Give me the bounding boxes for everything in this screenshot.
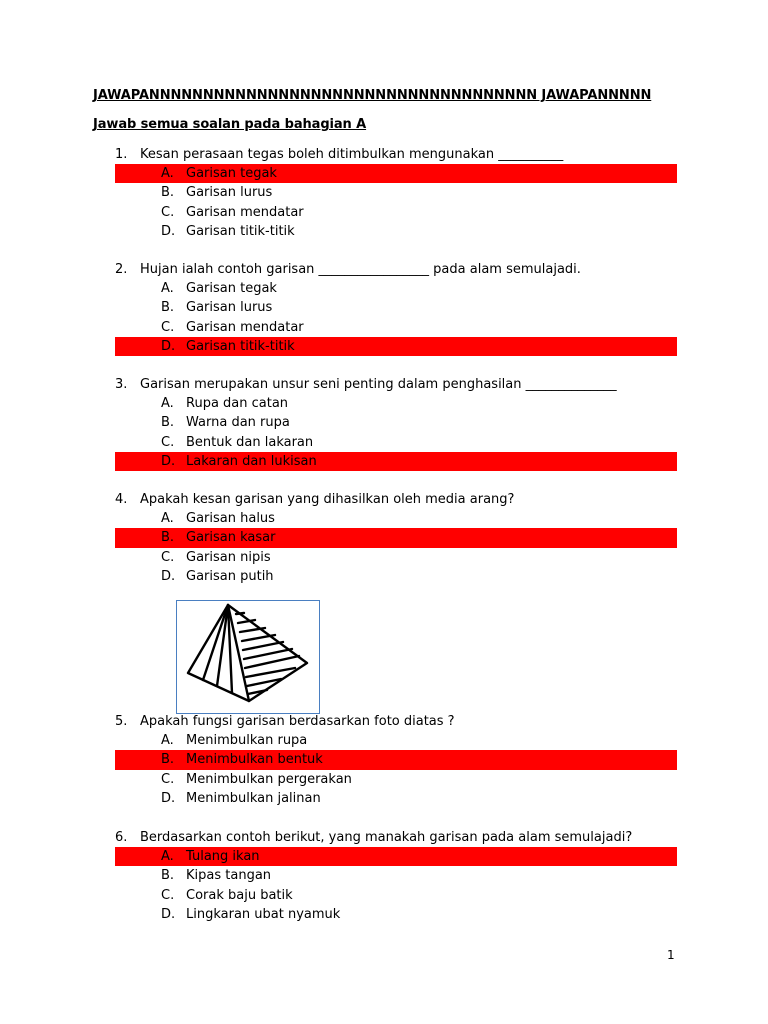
option-text: Menimbulkan rupa — [186, 733, 308, 748]
option-letter: A. — [161, 733, 174, 748]
option-text: Kipas tangan — [186, 868, 272, 884]
pyramid-figure — [176, 600, 320, 714]
option-letter: D. — [161, 906, 176, 922]
answer-title: JAWAPANNNNNNNNNNNNNNNNNNNNNNNNNNNNNNNNNNNN JAWAPANNNNN — [93, 88, 652, 103]
option-text: Garisan mendatar — [186, 319, 304, 335]
option-text: Bentuk dan lakaran — [186, 434, 314, 450]
section-title: Jawab semua soalan pada bahagian A — [93, 117, 367, 132]
option-letter: D. — [161, 453, 176, 469]
option-b[interactable] — [115, 528, 677, 547]
question-text: Apakah fungsi garisan berdasarkan foto diatas ? — [140, 714, 455, 729]
question-number: 4. — [115, 492, 128, 507]
option-b[interactable] — [115, 183, 677, 202]
question-5 — [115, 712, 685, 808]
question-number: 6. — [115, 830, 128, 845]
option-letter: B. — [161, 415, 175, 431]
question-1 — [115, 145, 685, 241]
option-text: Garisan nipis — [186, 549, 271, 565]
question-text: Hujan ialah contoh garisan _________________ pada alam semulajadi. — [140, 262, 581, 277]
option-letter: C. — [161, 771, 175, 787]
option-a[interactable] — [115, 509, 677, 528]
option-text: Tulang ikan — [186, 849, 260, 864]
question-4 — [115, 490, 685, 586]
option-letter: C. — [161, 887, 175, 903]
option-a[interactable] — [115, 731, 677, 750]
option-letter: C. — [161, 549, 175, 565]
option-b[interactable] — [115, 866, 677, 885]
option-letter: A. — [161, 849, 174, 864]
question-6 — [115, 828, 685, 924]
option-text: Rupa dan catan — [186, 396, 289, 411]
option-text: Corak baju batik — [186, 887, 293, 903]
option-text: Lingkaran ubat nyamuk — [186, 906, 341, 922]
option-d[interactable] — [115, 337, 677, 356]
option-letter: A. — [161, 166, 174, 181]
option-letter: A. — [161, 281, 174, 296]
option-letter: A. — [161, 396, 174, 411]
option-a[interactable] — [115, 394, 677, 413]
option-d[interactable] — [115, 222, 677, 241]
question-text: Garisan merupakan unsur seni penting dalam penghasilan ______________ — [140, 377, 617, 392]
option-letter: B. — [161, 868, 175, 884]
option-c[interactable] — [115, 318, 677, 337]
option-text: Garisan titik-titik — [186, 338, 295, 354]
option-letter: B. — [161, 752, 175, 768]
page-number: 1 — [667, 948, 675, 962]
option-b[interactable] — [115, 413, 677, 432]
question-text: Berdasarkan contoh berikut, yang manakah garisan pada alam semulajadi? — [140, 830, 633, 845]
option-letter: C. — [161, 319, 175, 335]
option-text: Garisan putih — [186, 568, 274, 584]
question-text: Kesan perasaan tegas boleh ditimbulkan mengunakan __________ — [140, 147, 564, 162]
question-number: 1. — [115, 147, 128, 162]
option-letter: A. — [161, 511, 174, 526]
option-letter: D. — [161, 338, 176, 354]
option-c[interactable] — [115, 548, 677, 567]
option-letter: C. — [161, 204, 175, 220]
option-text: Garisan mendatar — [186, 204, 304, 220]
option-text: Menimbulkan pergerakan — [186, 771, 352, 787]
question-text: Apakah kesan garisan yang dihasilkan oleh media arang? — [140, 492, 515, 507]
option-d[interactable] — [115, 567, 677, 586]
option-text: Garisan kasar — [186, 530, 276, 546]
option-text: Warna dan rupa — [186, 415, 290, 431]
option-b[interactable] — [115, 298, 677, 317]
option-text: Lakaran dan lukisan — [186, 453, 317, 469]
option-c[interactable] — [115, 433, 677, 452]
question-number: 2. — [115, 262, 128, 277]
question-3 — [115, 375, 685, 471]
option-text: Garisan tegak — [186, 281, 277, 296]
option-letter: D. — [161, 568, 176, 584]
option-letter: B. — [161, 300, 175, 316]
option-text: Garisan titik-titik — [186, 223, 295, 239]
question-2 — [115, 260, 685, 356]
option-text: Garisan halus — [186, 511, 275, 526]
option-d[interactable] — [115, 905, 677, 924]
option-letter: B. — [161, 185, 175, 201]
option-text: Garisan tegak — [186, 166, 277, 181]
option-text: Menimbulkan jalinan — [186, 790, 321, 806]
option-a[interactable] — [115, 279, 677, 298]
option-c[interactable] — [115, 886, 677, 905]
question-number: 3. — [115, 377, 128, 392]
option-text: Garisan lurus — [186, 300, 273, 316]
option-letter: D. — [161, 223, 176, 239]
option-d[interactable] — [115, 789, 677, 808]
option-letter: C. — [161, 434, 175, 450]
pyramid-icon — [177, 601, 319, 713]
option-a[interactable] — [115, 164, 677, 183]
option-letter: D. — [161, 790, 176, 806]
option-b[interactable] — [115, 750, 677, 769]
option-text: Menimbulkan bentuk — [186, 752, 323, 768]
option-a[interactable] — [115, 847, 677, 866]
option-c[interactable] — [115, 770, 677, 789]
option-d[interactable] — [115, 452, 677, 471]
option-text: Garisan lurus — [186, 185, 273, 201]
option-letter: B. — [161, 530, 175, 546]
question-number: 5. — [115, 714, 128, 729]
option-c[interactable] — [115, 203, 677, 222]
